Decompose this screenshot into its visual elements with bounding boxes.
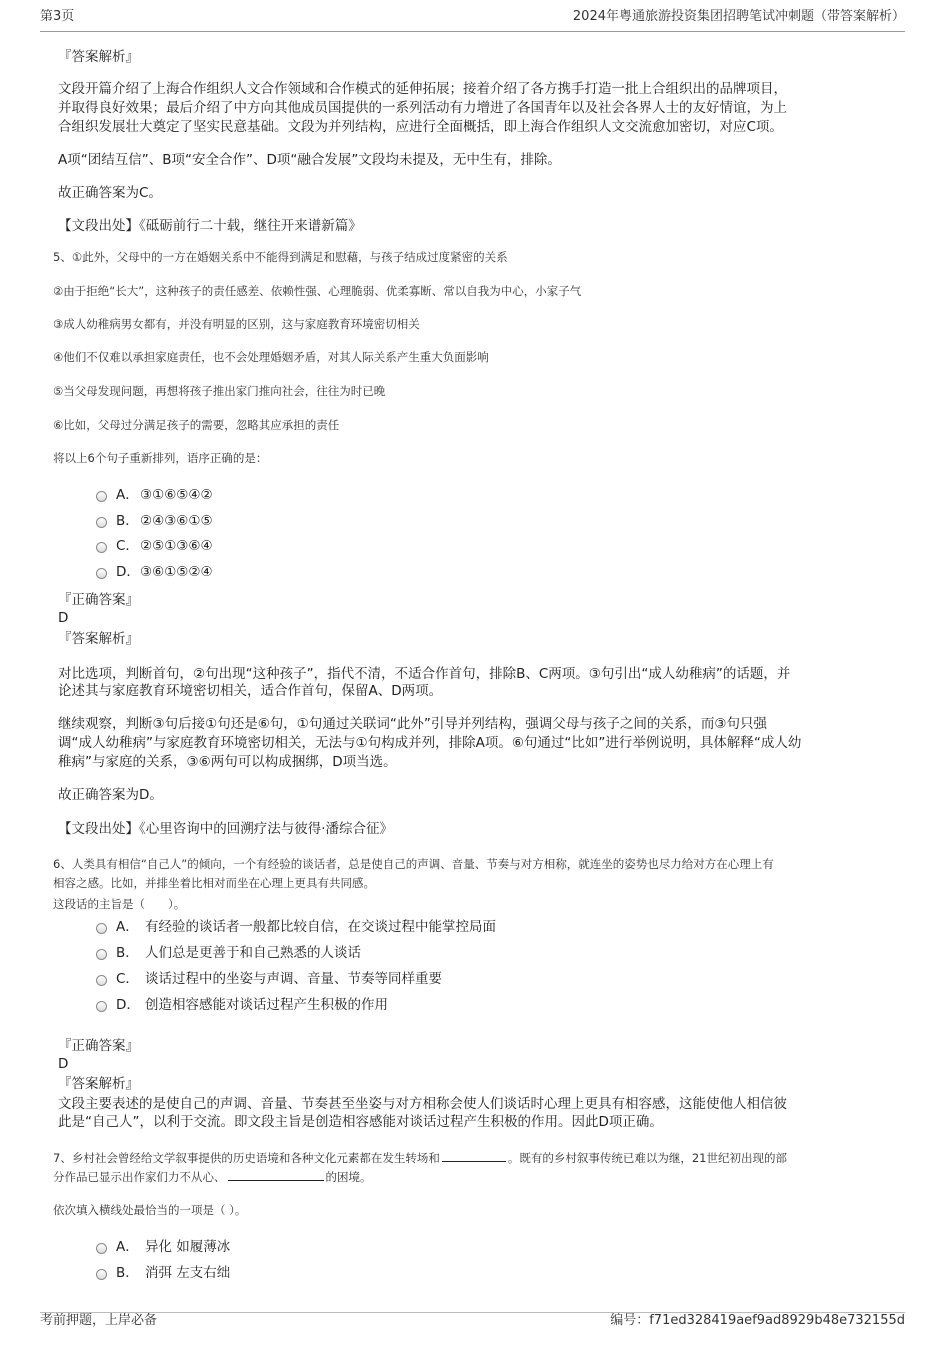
option-a-text: ③①⑥⑤④②	[140, 487, 213, 503]
answer: D	[58, 1056, 69, 1072]
option-b-text: ②④③⑥①⑤	[140, 513, 213, 529]
option-a-text: 有经验的谈话者一般都比较自信，在交谈过程中能掌控局面	[145, 919, 496, 935]
option-b-label: B．	[116, 513, 139, 529]
analysis-line: 文段主要表述的是使自己的声调、音量、节奏甚至坐姿与对方相称会使人们谈话时心理上更具有相容感，这能使他人相信彼	[58, 1096, 787, 1112]
conclusion: 故正确答案为D。	[58, 787, 163, 803]
question-stem: 6、人类具有相信“自己人”的倾向，一个有经验的谈话者，总是使自己的声调、音量、节奏与对方相称，就连坐的姿势也尽力给对方在心理上有	[53, 857, 774, 871]
option-a-radio[interactable]	[96, 1243, 107, 1254]
option-b-text: 人们总是更善于和自己熟悉的人谈话	[145, 945, 361, 961]
footer-slogan: 考前押题，上岸必备	[40, 1313, 158, 1328]
fill-blank-2	[228, 1168, 324, 1181]
stem-text: 的困境。	[325, 1170, 372, 1184]
option-b-radio[interactable]	[96, 949, 107, 960]
option-a-label: A．	[116, 487, 139, 503]
analysis-line: 文段开篇介绍了上海合作组织人文合作领域和合作模式的延伸拓展；接着介绍了各方携手打造一批上合组织出的品牌项目，	[58, 81, 787, 97]
option-d-radio[interactable]	[96, 568, 107, 579]
analysis-label: 『答案解析』	[58, 1076, 139, 1092]
question-stem	[53, 1168, 372, 1186]
option-c-label: C．	[116, 538, 139, 554]
option-b-label: B．	[116, 1265, 139, 1281]
option-a-radio[interactable]	[96, 491, 107, 502]
question-sentence: 5、①此外，父母中的一方在婚姻关系中不能得到满足和慰藉，与孩子结成过度紧密的关系	[53, 250, 508, 264]
source: 【文段出处】《心里咨询中的回溯疗法与彼得·潘综合征》	[58, 821, 394, 837]
fill-blank-1	[442, 1149, 506, 1162]
question-sentence: ②由于拒绝“长大”，这种孩子的责任感差、依赖性强、心理脆弱、优柔寡断、常以自我为中心，小家子气	[53, 284, 582, 298]
option-c-radio[interactable]	[96, 542, 107, 553]
analysis-line: 对比选项，判断首句，②句出现“这种孩子”，指代不清，不适合作首句，排除B、C两项。③句引出“成人幼稚病”的话题，并	[58, 666, 791, 682]
option-a-radio[interactable]	[96, 923, 107, 934]
document-title: 2024年粤通旅游投资集团招聘笔试冲刺题（带答案解析）	[572, 9, 905, 24]
option-c-radio[interactable]	[96, 975, 107, 986]
answer: D	[58, 610, 69, 626]
analysis-line: 合组织发展壮大奠定了坚实民意基础。文段为并列结构，应进行全面概括，即上海合作组织人文交流愈加密切，对应C项。	[58, 119, 783, 135]
header-divider	[40, 31, 905, 32]
stem-text: 。既有的乡村叙事传统已难以为继，21世纪初出现的部	[507, 1151, 787, 1165]
analysis-label: 『答案解析』	[58, 49, 139, 65]
option-a-text: 异化 如履薄冰	[145, 1239, 231, 1255]
analysis-line: 调“成人幼稚病”与家庭教育环境密切相关，无法与①句构成并列，排除A项。⑥句通过“比如”进行举例说明，具体解释“成人幼	[58, 735, 802, 751]
question-stem: 相容之感。比如，并排坐着比相对而坐在心理上更具有共同感。	[53, 876, 375, 890]
stem-text: 分作品已显示出作家们力不从心、	[53, 1170, 226, 1184]
option-d-text: 创造相容感能对谈话过程产生积极的作用	[145, 997, 388, 1013]
question-sentence: ⑥比如，父母过分满足孩子的需要，忽略其应承担的责任	[53, 418, 340, 432]
answer-label: 『正确答案』	[58, 592, 139, 608]
answer-label: 『正确答案』	[58, 1038, 139, 1054]
question-prompt: 这段话的主旨是（ ）。	[53, 897, 186, 911]
question-prompt: 依次填入横线处最恰当的一项是（ ）。	[53, 1203, 247, 1217]
analysis-line: A项“团结互信”、B项“安全合作”、D项“融合发展”文段均未提及，无中生有，排除。	[58, 152, 561, 168]
conclusion: 故正确答案为C。	[58, 185, 162, 201]
question-sentence: ⑤当父母发现问题，再想将孩子推出家门推向社会，往往为时已晚	[53, 384, 386, 398]
analysis-line: 论述其与家庭教育环境密切相关，适合作首句，保留A、D两项。	[58, 683, 443, 699]
option-d-text: ③⑥①⑤②④	[140, 564, 213, 580]
question-sentence: ④他们不仅难以承担家庭责任，也不会处理婚姻矛盾，对其人际关系产生重大负面影响	[53, 350, 489, 364]
option-c-label: C．	[116, 971, 139, 987]
analysis-line: 继续观察，判断③句后接①句还是⑥句，①句通过关联词“此外”引导并列结构，强调父母与孩子之间的关系，而③句只强	[58, 716, 767, 732]
stem-text: 7、乡村社会曾经给文学叙事提供的历史语境和各种文化元素都在发生转场和	[53, 1151, 440, 1165]
option-b-radio[interactable]	[96, 1269, 107, 1280]
option-b-text: 消弭 左支右绌	[145, 1265, 231, 1281]
source: 【文段出处】《砥砺前行二十载，继往开来谱新篇》	[58, 218, 362, 234]
analysis-line: 并取得良好效果；最后介绍了中方向其他成员国提供的一系列活动有力增进了各国青年以及社会各界人士的友好情谊，为上	[58, 100, 787, 116]
option-d-label: D．	[116, 564, 140, 580]
option-c-text: ②⑤①③⑥④	[140, 538, 213, 554]
question-stem	[53, 1149, 787, 1167]
document-code: 编号：f71ed328419aef9ad8929b48e732155d	[610, 1313, 905, 1328]
option-b-label: B．	[116, 945, 139, 961]
question-prompt: 将以上6个句子重新排列，语序正确的是：	[53, 451, 268, 465]
analysis-line: 稚病”与家庭的关系，③⑥两句可以构成捆绑，D项当选。	[58, 754, 397, 770]
question-sentence: ③成人幼稚病男女都有，并没有明显的区别，这与家庭教育环境密切相关	[53, 317, 420, 331]
option-b-radio[interactable]	[96, 517, 107, 528]
option-a-label: A．	[116, 919, 139, 935]
option-a-label: A．	[116, 1239, 139, 1255]
option-d-label: D．	[116, 997, 140, 1013]
analysis-label: 『答案解析』	[58, 631, 139, 647]
option-c-text: 谈话过程中的坐姿与声调、音量、节奏等同样重要	[145, 971, 442, 987]
analysis-line: 此是“自己人”，以利于交流。即文段主旨是创造相容感能对谈话过程产生积极的作用。因此D项正确。	[58, 1114, 663, 1130]
option-d-radio[interactable]	[96, 1001, 107, 1012]
page-number: 第3页	[40, 9, 75, 24]
